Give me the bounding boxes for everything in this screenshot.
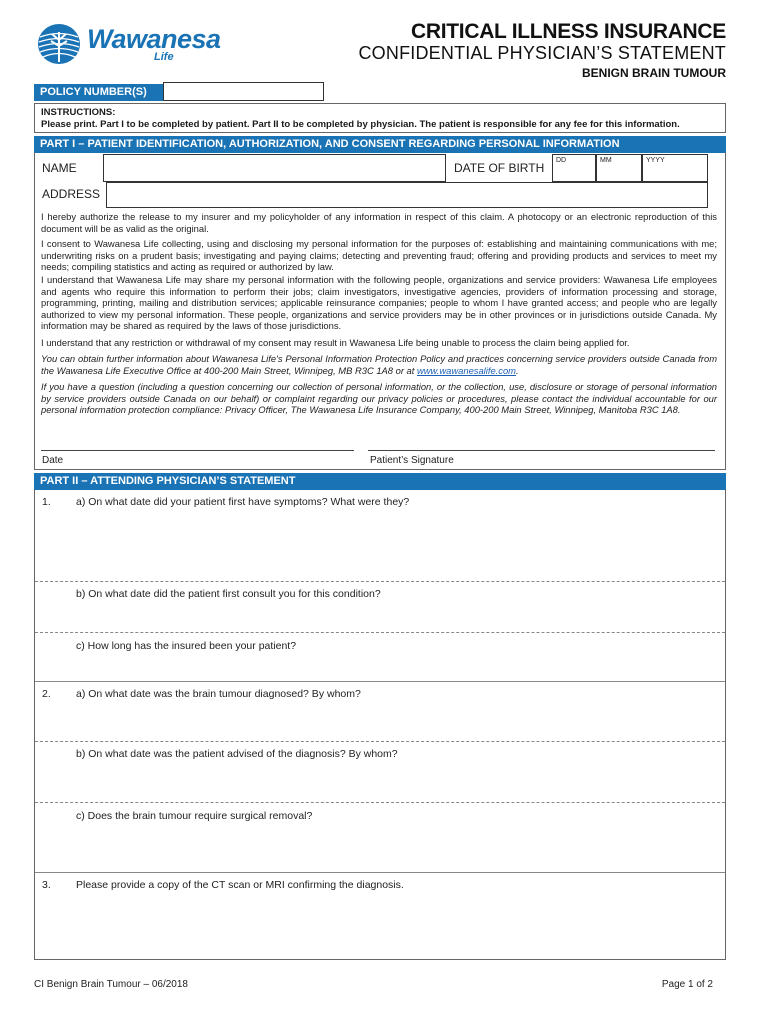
answer-2a-divider: [35, 741, 725, 742]
consent-paragraph-1: I hereby authorize the release to my insurer and my policyholder of any information in respect of this claim. A photocopy or an electronic reproduction of this document will be as valid as the original.: [41, 211, 717, 234]
date-signature-line[interactable]: [41, 450, 354, 451]
condition-title: BENIGN BRAIN TUMOUR: [582, 66, 726, 80]
dob-year-field[interactable]: YYYY: [642, 154, 708, 182]
form-subtitle: CONFIDENTIAL PHYSICIAN’S STATEMENT: [358, 43, 726, 63]
address-field[interactable]: [106, 182, 708, 208]
question-3-number: 3.: [42, 879, 51, 891]
question-2b: b) On what date was the patient advised of the diagnosis? By whom?: [76, 748, 398, 760]
part1-heading: PART I – PATIENT IDENTIFICATION, AUTHORIZATION, AND CONSENT REGARDING PERSONAL INFORMATION: [34, 136, 726, 153]
address-label: ADDRESS: [42, 187, 101, 201]
policy-number-field[interactable]: [163, 82, 324, 101]
question-1-number: 1.: [42, 496, 51, 508]
website-link[interactable]: www.wawanesalife.com: [416, 364, 516, 376]
question-2-divider: [35, 872, 725, 873]
date-label: Date: [42, 455, 64, 466]
instructions-text: Please print. Part I to be completed by patient. Part II to be completed by physician. The patient is responsible for any fee for this information.: [41, 119, 680, 130]
answer-2b-divider: [35, 802, 725, 803]
wawanesa-life-logo: [36, 22, 221, 66]
consent-paragraph-3: I understand that Wawanesa Life may share my personal information with the following people, organizations and service providers: Wawanesa Life employees and agents who require this information to perform their jobs; claim investigators, investigative agencies, providers of information processing and storage, programming, printing, mailing and distribution services; applicable reinsurance companies; people to whom I have granted access; and people who are legally authorized to view my personal information. These people, organizations and service providers may be in other provinces or in jurisdictions outside Canada. My information may be shared as required by the laws of those jurisdictions.: [41, 274, 717, 332]
question-1-divider: [35, 681, 725, 682]
patient-signature-label: Patient’s Signature: [370, 455, 454, 466]
consent-paragraph-6: If you have a question (including a question concerning our collection of personal information, or the collection, use, disclosure or storage of personal information by service providers outside Canada on our behalf) or complaint regarding our privacy policies or procedures, please contact the individual accountable for our personal information protection compliance: Privacy Officer, The Wawanesa Life Insurance Company, 400-200 Main Street, Winnipeg, Manitoba R3C 1A8.: [41, 381, 717, 416]
question-2a: a) On what date was the brain tumour diagnosed? By whom?: [76, 688, 361, 700]
question-1a: a) On what date did your patient first have symptoms? What were they?: [76, 496, 410, 508]
form-title: CRITICAL ILLNESS INSURANCE: [411, 20, 726, 43]
policy-number-label: POLICY NUMBER(S): [34, 84, 163, 101]
dob-label: DATE OF BIRTH: [454, 161, 545, 175]
question-1c: c) How long has the insured been your patient?: [76, 640, 297, 652]
consent-paragraph-4: I understand that any restriction or withdrawal of my consent may result in Wawanesa Life being unable to process the claim being applied for.: [41, 337, 630, 348]
globe-tree-icon: [36, 22, 82, 66]
patient-signature-line[interactable]: [368, 450, 715, 451]
dob-day-field[interactable]: DD: [552, 154, 596, 182]
name-label: NAME: [42, 161, 77, 175]
answer-1b-divider: [35, 632, 725, 633]
footer-page-number: Page 1 of 2: [661, 979, 713, 990]
question-2-number: 2.: [42, 688, 51, 700]
consent-paragraph-5: You can obtain further information about Wawanesa Life's Personal Information Protection Policy and practices concerning service providers outside Canada from the Wawanesa Life Executive Office at 400-200 Main Street, Winnipeg, MB R3C 1A8 or at www.wawanesalife.com.: [41, 353, 717, 376]
logo-wordmark: Wawanesa: [87, 24, 221, 54]
question-1b: b) On what date did the patient first consult you for this condition?: [76, 588, 381, 600]
instructions-box: [34, 103, 726, 133]
answer-1a-divider: [35, 581, 725, 582]
consent-paragraph-2: I consent to Wawanesa Life collecting, using and disclosing my personal information for the purposes of: establishing and maintaining communications with me; underwriting risks on a prudent basis; investigating and paying claims; detecting and preventing fraud; offering and providing products and services to meet my needs; compiling statistics and acting as required or authorized by law.: [41, 238, 717, 273]
logo-sub: Life: [154, 51, 174, 63]
footer-form-id: CI Benign Brain Tumour – 06/2018: [34, 979, 188, 990]
question-3: Please provide a copy of the CT scan or MRI confirming the diagnosis.: [76, 879, 404, 891]
part2-heading: PART II – ATTENDING PHYSICIAN’S STATEMENT: [34, 473, 726, 490]
name-field[interactable]: [103, 154, 446, 182]
privacy-policy-text: You can obtain further information about Wawanesa Life's Personal Information Protection Policy and practices concerning service providers outside Canada from the Wawanesa Life Executive Office at 400-200 Main Street, Winnipeg, MB R3C 1A8 or at: [41, 353, 717, 376]
dob-month-field[interactable]: MM: [596, 154, 642, 182]
question-2c: c) Does the brain tumour require surgical removal?: [76, 810, 313, 822]
instructions-heading: INSTRUCTIONS:: [41, 107, 116, 118]
